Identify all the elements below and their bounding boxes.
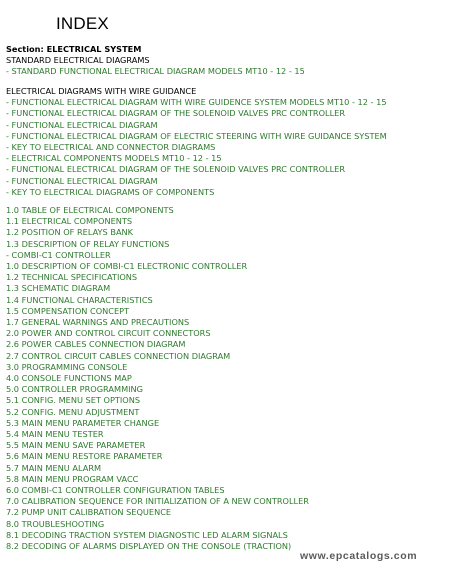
- index-link[interactable]: - ELECTRICAL COMPONENTS MODELS MT10 - 12 - 15: [6, 153, 222, 164]
- index-link[interactable]: 5.4 MAIN MENU TESTER: [6, 429, 104, 440]
- index-link[interactable]: - FUNCTIONAL ELECTRICAL DIAGRAM: [6, 119, 158, 130]
- page-title: INDEX: [56, 14, 109, 33]
- list-item[interactable]: [6, 97, 387, 108]
- index-link[interactable]: - FUNCTIONAL ELECTRICAL DIAGRAM: [6, 175, 158, 186]
- index-link[interactable]: 5.0 CONTROLLER PROGRAMMING: [6, 384, 144, 395]
- list-item[interactable]: [6, 395, 309, 406]
- index-link[interactable]: 1.1 ELECTRICAL COMPONENTS: [6, 216, 133, 227]
- list-item[interactable]: [6, 328, 309, 339]
- list-item[interactable]: [6, 216, 309, 227]
- list-item[interactable]: [6, 317, 309, 328]
- index-link[interactable]: 5.5 MAIN MENU SAVE PARAMETER: [6, 440, 146, 451]
- list-item[interactable]: [6, 176, 387, 187]
- index-link[interactable]: 1.3 DESCRIPTION OF RELAY FUNCTIONS: [6, 238, 170, 249]
- list-item[interactable]: [6, 261, 309, 272]
- list-item[interactable]: [6, 541, 309, 552]
- index-link[interactable]: 8.0 TROUBLESHOOTING: [6, 518, 105, 529]
- list-item[interactable]: [6, 339, 309, 350]
- index-link[interactable]: - COMBI-C1 CONTROLLER: [6, 249, 111, 260]
- index-link[interactable]: 1.5 COMPENSATION CONCEPT: [6, 305, 130, 316]
- list-item[interactable]: [6, 530, 309, 541]
- list-item[interactable]: [6, 474, 309, 485]
- list-item[interactable]: [6, 451, 309, 462]
- index-link[interactable]: - FUNCTIONAL ELECTRICAL DIAGRAM OF ELECTRIC STEERING WITH WIRE GUIDANCE SYSTEM: [6, 130, 387, 141]
- index-link[interactable]: 1.2 TECHNICAL SPECIFICATIONS: [6, 272, 138, 283]
- wire-guidance-heading: ELECTRICAL DIAGRAMS WITH WIRE GUIDANCE: [6, 86, 197, 96]
- index-link[interactable]: 5.2 CONFIG. MENU ADJUSTMENT: [6, 406, 140, 417]
- index-link[interactable]: 1.0 DESCRIPTION OF COMBI-C1 ELECTRONIC CONTROLLER: [6, 261, 248, 272]
- list-item[interactable]: [6, 227, 309, 238]
- list-item[interactable]: [6, 463, 309, 474]
- index-link[interactable]: 5.1 CONFIG. MENU SET OPTIONS: [6, 395, 141, 406]
- site-watermark: www.epcatalogs.com: [300, 550, 418, 562]
- list-item[interactable]: [6, 496, 309, 507]
- standard-diagrams-list: [6, 55, 305, 77]
- index-link[interactable]: - FUNCTIONAL ELECTRICAL DIAGRAM OF THE SOLENOID VALVES PRC CONTROLLER: [6, 164, 346, 175]
- list-item[interactable]: [6, 440, 309, 451]
- index-link[interactable]: 7.2 PUMP UNIT CALIBRATION SEQUENCE: [6, 507, 172, 518]
- wire-guidance-list: [6, 86, 387, 198]
- index-link[interactable]: 1.4 FUNCTIONAL CHARACTERISTICS: [6, 294, 153, 305]
- index-link[interactable]: - FUNCTIONAL ELECTRICAL DIAGRAM OF THE SOLENOID VALVES PRC CONTROLLER: [6, 108, 346, 119]
- list-item[interactable]: [6, 239, 309, 250]
- list-item[interactable]: [6, 384, 309, 395]
- list-item[interactable]: [6, 187, 387, 198]
- index-link[interactable]: 5.8 MAIN MENU PROGRAM VACC: [6, 473, 139, 484]
- index-link[interactable]: 1.0 TABLE OF ELECTRICAL COMPONENTS: [6, 205, 174, 215]
- index-link[interactable]: - STANDARD FUNCTIONAL ELECTRICAL DIAGRAM MODELS MT10 - 12 - 15: [6, 66, 305, 77]
- index-link[interactable]: 8.1 DECODING TRACTION SYSTEM DIAGNOSTIC LED ALARM SIGNALS: [6, 529, 288, 540]
- list-item[interactable]: [6, 418, 309, 429]
- list-item[interactable]: [6, 351, 309, 362]
- components-list: [6, 205, 309, 552]
- list-item[interactable]: [6, 519, 309, 530]
- list-item[interactable]: [6, 507, 309, 518]
- list-item[interactable]: [6, 153, 387, 164]
- index-link[interactable]: 5.7 MAIN MENU ALARM: [6, 462, 102, 473]
- index-link[interactable]: 2.6 POWER CABLES CONNECTION DIAGRAM: [6, 339, 186, 350]
- index-link[interactable]: 1.2 POSITION OF RELAYS BANK: [6, 227, 134, 238]
- list-item[interactable]: [6, 108, 387, 119]
- index-link[interactable]: 4.0 CONSOLE FUNCTIONS MAP: [6, 373, 132, 384]
- index-link[interactable]: - KEY TO ELECTRICAL DIAGRAMS OF COMPONENTS: [6, 186, 215, 197]
- index-link[interactable]: - FUNCTIONAL ELECTRICAL DIAGRAM WITH WIRE GUIDENCE SYSTEM MODELS MT10 - 12 - 15: [6, 97, 387, 108]
- index-link[interactable]: 2.0 POWER AND CONTROL CIRCUIT CONNECTORS: [6, 328, 211, 339]
- index-link[interactable]: 5.6 MAIN MENU RESTORE PARAMETER: [6, 451, 163, 462]
- index-link[interactable]: 2.7 CONTROL CIRCUIT CABLES CONNECTION DIAGRAM: [6, 350, 231, 361]
- list-item[interactable]: [6, 205, 309, 216]
- list-item[interactable]: [6, 131, 387, 142]
- index-link[interactable]: 5.3 MAIN MENU PARAMETER CHANGE: [6, 417, 160, 428]
- index-link[interactable]: - KEY TO ELECTRICAL AND CONNECTOR DIAGRAMS: [6, 142, 216, 153]
- list-item[interactable]: [6, 306, 309, 317]
- section-label: Section: ELECTRICAL SYSTEM: [6, 44, 142, 54]
- list-item[interactable]: [6, 362, 309, 373]
- index-link[interactable]: 8.2 DECODING OF ALARMS DISPLAYED ON THE CONSOLE (TRACTION): [6, 541, 292, 552]
- index-link[interactable]: 3.0 PROGRAMMING CONSOLE: [6, 361, 128, 372]
- list-item[interactable]: [6, 407, 309, 418]
- list-item[interactable]: [6, 142, 387, 153]
- index-link[interactable]: 1.7 GENERAL WARNINGS AND PRECAUTIONS: [6, 317, 190, 328]
- list-item[interactable]: [6, 485, 309, 496]
- index-link[interactable]: 1.3 SCHEMATIC DIAGRAM: [6, 283, 111, 294]
- list-item[interactable]: [6, 283, 309, 294]
- list-item[interactable]: [6, 164, 387, 175]
- list-item[interactable]: [6, 373, 309, 384]
- list-item[interactable]: [6, 250, 309, 261]
- list-item[interactable]: [6, 66, 305, 77]
- list-item[interactable]: [6, 120, 387, 131]
- list-item[interactable]: [6, 272, 309, 283]
- index-link[interactable]: 7.0 CALIBRATION SEQUENCE FOR INITIALIZATION OF A NEW CONTROLLER: [6, 496, 309, 507]
- list-item[interactable]: [6, 429, 309, 440]
- index-link[interactable]: 6.0 COMBI-C1 CONTROLLER CONFIGURATION TABLES: [6, 485, 225, 496]
- list-item[interactable]: [6, 295, 309, 306]
- standard-diagrams-heading: STANDARD ELECTRICAL DIAGRAMS: [6, 55, 150, 65]
